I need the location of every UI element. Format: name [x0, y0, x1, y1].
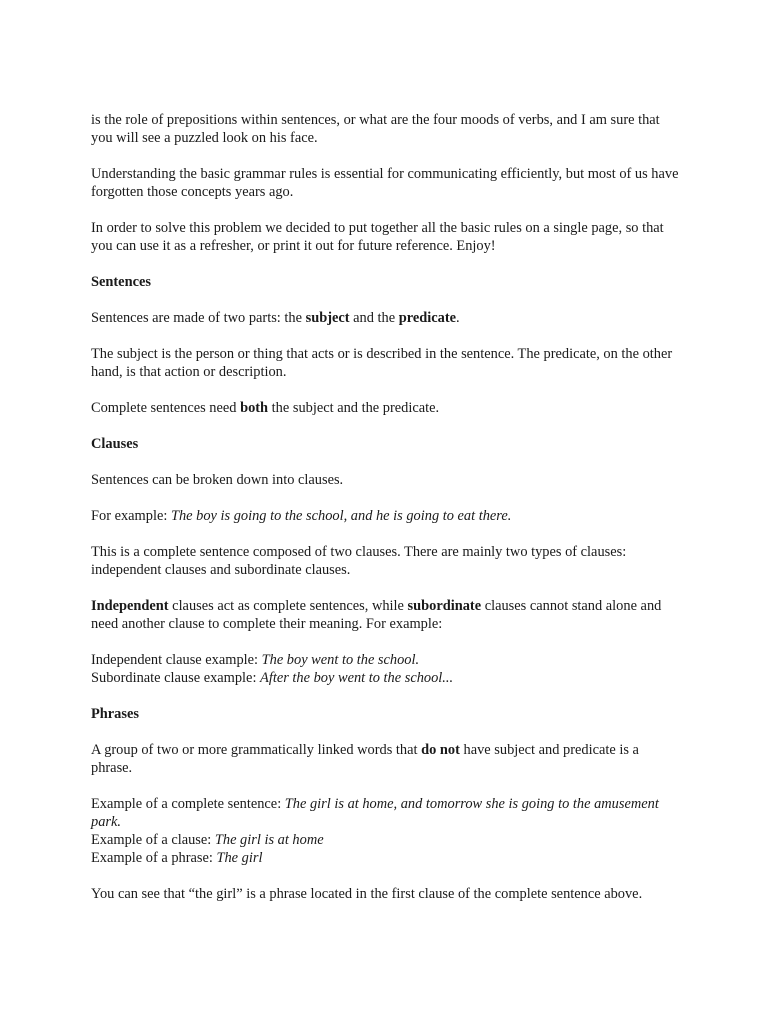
example-text: The girl is at home [214, 832, 324, 848]
sentences-paragraph-2: The subject is the person or thing that acts or is described in the sentence. The predicate, on the other hand, is that action or description. [91, 346, 673, 380]
section-heading-phrases: Phrases [91, 706, 139, 722]
section-heading-sentences: Sentences [91, 274, 151, 290]
subordinate-clause-example [91, 669, 681, 687]
intro-paragraph-3: In order to solve this problem we decided to put together all the basic rules on a single page, so that you can use it as a refresher, or print it out for future reference. Enjoy! [91, 220, 664, 254]
complete-sentence-example [91, 795, 681, 831]
sentences-paragraph-3 [91, 399, 681, 417]
text-run: the subject and the predicate. [268, 400, 440, 416]
independent-clause-example [91, 651, 681, 669]
bold-term-independent: Independent [91, 598, 169, 614]
section-heading-clauses: Clauses [91, 436, 139, 452]
example-text: The girl is at home, and tomorrow she is going to the amusement park. [91, 796, 659, 830]
text-run: Example of a complete sentence: [91, 796, 285, 812]
phrases-paragraph-1 [91, 741, 681, 777]
text-run: have subject and predicate is a phrase. [91, 742, 639, 776]
clauses-paragraph-3: This is a complete sentence composed of two clauses. There are mainly two types of clauses: independent clauses and subordinate clauses. [91, 544, 627, 578]
bold-term-predicate: predicate [398, 310, 457, 326]
example-sentence: The boy is going to the school, and he is going to eat there. [170, 508, 512, 524]
phrases-paragraph-2: You can see that “the girl” is a phrase located in the first clause of the complete sentence above. [91, 886, 643, 902]
clause-example [91, 831, 681, 849]
text-run: clauses cannot stand alone and need another clause to complete their meaning. For example: [91, 598, 662, 632]
text-run: Independent clause example: [91, 652, 262, 668]
bold-term-subordinate: subordinate [407, 598, 482, 614]
intro-paragraph-1: is the role of prepositions within sentences, or what are the four moods of verbs, and I am sure that you will see a puzzled look on his face. [91, 112, 660, 146]
text-run: For example: [91, 508, 171, 524]
text-run: A group of two or more grammatically linked words that [91, 742, 422, 758]
text-run: Subordinate clause example: [91, 670, 261, 686]
example-text: The girl [216, 850, 263, 866]
example-text: After the boy went to the school... [260, 670, 454, 686]
intro-paragraph-2: Understanding the basic grammar rules is essential for communicating efficiently, but most of us have forgotten those concepts years ago. [91, 166, 679, 200]
clauses-paragraph-1: Sentences can be broken down into clauses. [91, 472, 344, 488]
sentences-paragraph-1 [91, 309, 681, 327]
clauses-paragraph-2 [91, 507, 681, 525]
text-run: Example of a clause: [91, 832, 215, 848]
text-run: . [456, 310, 460, 326]
example-text: The boy went to the school. [261, 652, 420, 668]
text-run: Complete sentences need [91, 400, 241, 416]
bold-term-both: both [240, 400, 269, 416]
text-run: Example of a phrase: [91, 850, 217, 866]
phrase-example [91, 849, 681, 867]
bold-term-subject: subject [305, 310, 350, 326]
bold-term-do-not: do not [421, 742, 460, 758]
clauses-paragraph-4 [91, 597, 681, 633]
text-run: Sentences are made of two parts: the [91, 310, 306, 326]
text-run: clauses act as complete sentences, while [168, 598, 408, 614]
document-page [91, 111, 681, 921]
text-run: and the [349, 310, 399, 326]
